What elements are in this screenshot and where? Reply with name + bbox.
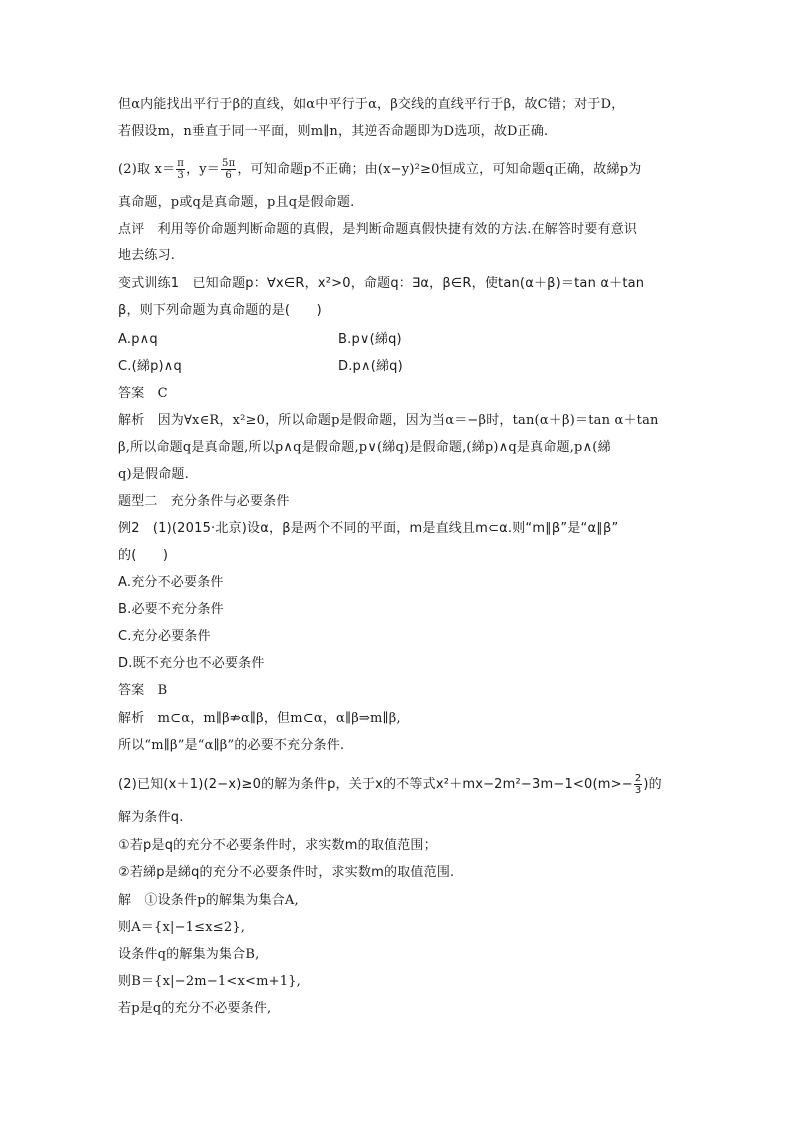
text-line: 但α内能找出平行于β的直线，如α中平行于α，β交线的直线平行于β，故C错；对于D， [118,97,625,112]
option-b: B.p∨(綈q) [338,332,402,347]
fraction [176,158,185,181]
text-segment: ，可知命题p不正确；由(x−y)²≥0恒成立，可知命题q正确，故綈p为 [237,162,642,177]
text-segment: )的 [643,777,662,792]
solution-line: 设条件q的解集为集合B, [118,947,260,962]
text-line: 地去练习. [118,248,176,263]
text-segment: (2)已知(x＋1)(2−x)≥0的解为条件p，关于x的不等式x²＋mx−2m²−3m−1<0(m>− [118,777,633,792]
fraction [634,773,643,796]
fraction-numerator: 2 [634,773,642,784]
text-line: β，则下列命题为真命题的是( ) [118,303,322,318]
text-line: 解为条件q. [118,810,184,825]
example-heading: 例2 (1)(2015·北京)设α，β是两个不同的平面，m是直线且m⊂α.则“m∥β”是“α∥β” [118,521,619,536]
question-item: ②若綈p是綈q的充分不必要条件时，求实数m的取值范围. [118,865,455,880]
fraction-denominator: 3 [634,785,642,796]
analysis-line: β,所以命题q是真命题,所以p∧q是假命题,p∨(綈q)是假命题,(綈p)∧q是真命题,p∧(綈 [118,440,611,455]
comment-line: 点评 利用等价命题判断命题的真假，是判断命题真假快捷有效的方法.在解答时要有意识 [118,222,638,237]
fraction-denominator: 6 [225,170,232,181]
analysis-line: 所以“m∥β”是“α∥β”的必要不充分条件. [118,738,345,753]
question-item: ①若p是q的充分不必要条件时，求实数m的取值范围； [118,838,437,853]
answer-line: 答案 B [118,683,168,698]
choice-d: D.既不充分也不必要条件 [118,656,265,671]
analysis-line: 解析 m⊂α，m∥β⇏α∥β，但m⊂α，α∥β⇒m∥β, [118,711,401,726]
solution-line: 解 ①设条件p的解集为集合A, [118,893,299,908]
option-a: A.p∧q [118,332,158,347]
fraction-denominator: 3 [177,170,184,181]
text-line: 的( ) [118,548,169,563]
choice-c: C.充分必要条件 [118,629,211,644]
analysis-line: 解析 因为∀x∈R，x²≥0，所以命题p是假命题，因为当α＝−β时，tan(α＋β)＝tan α＋tan [118,413,659,428]
answer-line: 答案 C [118,386,168,401]
text-segment: ，y＝ [186,162,221,177]
section-heading: 题型二 充分条件与必要条件 [118,494,290,509]
solution-line: 若p是q的充分不必要条件, [118,1001,272,1016]
text-segment: (2)取 x＝ [118,162,176,177]
choice-a: A.充分不必要条件 [118,575,224,590]
fraction-numerator: 5π [222,158,236,169]
choice-b: B.必要不充分条件 [118,602,224,617]
text-line: 真命题，p或q是真命题，p且q是假命题. [118,195,355,210]
solution-line: 则B＝{x|−2m−1<x<m+1}, [118,974,302,989]
fraction-numerator: π [177,158,185,169]
analysis-line: q)是假命题. [118,467,189,482]
text-line-with-fractions [118,158,642,181]
text-line: 若假设m，n垂直于同一平面，则m∥n，其逆否命题即为D选项，故D正确. [118,124,549,139]
option-d: D.p∧(綈q) [338,359,403,374]
text-line-with-fraction [118,773,662,796]
exercise-heading: 变式训练1 已知命题p：∀x∈R，x²>0，命题q：∃α，β∈R，使tan(α＋β)＝tan α＋tan [118,276,645,291]
fraction [221,158,236,181]
solution-line: 则A＝{x|−1≤x≤2}, [118,920,246,935]
option-c: C.(綈p)∧q [118,359,182,374]
